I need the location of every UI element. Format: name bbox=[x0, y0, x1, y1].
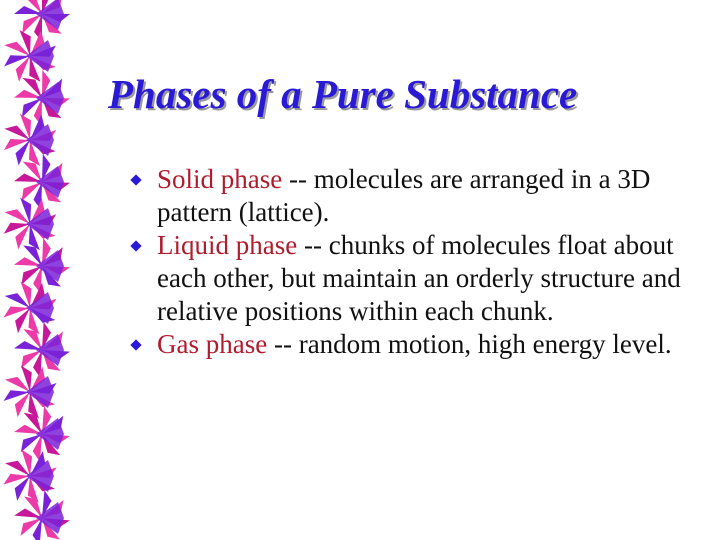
bullet-term: Solid phase bbox=[157, 164, 283, 194]
diamond-bullet-icon bbox=[130, 240, 141, 251]
bullet-text: -- chunks of molecules float about each other, but maintain an orderly structure and relative positions within each chunk. bbox=[157, 230, 681, 326]
diamond-bullet-icon bbox=[130, 339, 141, 350]
slide-title: Phases of a Pure Substance bbox=[108, 71, 578, 117]
bullet-list bbox=[132, 163, 692, 361]
bullet-term: Gas phase bbox=[157, 329, 268, 359]
diamond-bullet-icon bbox=[130, 174, 141, 185]
bullet-item-liquid bbox=[132, 229, 692, 328]
bullet-item-gas bbox=[132, 328, 692, 361]
bullet-term: Liquid phase bbox=[157, 230, 298, 260]
decorative-pinwheel-border bbox=[0, 0, 100, 540]
bullet-item-solid bbox=[132, 163, 692, 229]
bullet-text: -- random motion, high energy level. bbox=[267, 329, 672, 359]
bullet-text: -- molecules are arranged in a 3D pattern (lattice). bbox=[157, 164, 651, 227]
